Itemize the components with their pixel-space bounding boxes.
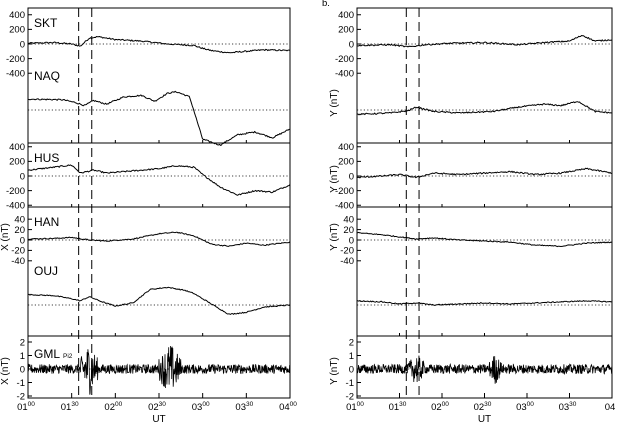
x-tick-label: $03^{30}$ [558,401,577,413]
y-axis-title: Y (nT) [329,165,340,193]
x-tick-minutes: 30 [158,401,166,408]
station-label-naq: NAQ [34,69,61,83]
station-label-gml: GML Pi2 [34,347,73,361]
x-tick-minutes: 00 [526,401,534,408]
y-tick-label: 400 [338,142,354,154]
x-tick-minutes: 30 [399,401,407,408]
y-tick-label: 200 [9,156,25,168]
y-tick-label: -200 [334,185,354,197]
y-tick-label: 0 [19,39,25,51]
panel-frame [28,8,290,398]
y-tick-label: -200 [334,53,354,65]
x-tick-minutes: 30 [569,401,577,408]
y-tick-label: 0 [348,39,354,51]
y-tick-label: 40 [14,214,25,226]
trace-skt [357,36,612,47]
y-tick-label: -200 [5,53,25,65]
y-axis-title: X (nT) [0,223,11,251]
x-tick-minutes: 00 [356,401,364,408]
y-tick-label: 20 [14,224,25,236]
y-tick-label: -20 [11,245,25,257]
y-tick-label: 0 [348,235,354,247]
y-axis-title: Y (nT) [329,89,340,117]
x-tick-label: $03^{30}$ [235,401,254,413]
station-label-ouj: OUJ [34,264,58,278]
y-tick-label: 2 [348,337,354,349]
panel-b [329,8,615,425]
x-tick-label: $01^{00}$ [346,401,364,413]
y-tick-label: 1 [19,350,25,362]
trace-han [28,232,290,246]
y-tick-label: 400 [9,142,25,154]
x-tick-label: $01^{30}$ [388,401,407,413]
trace-gml-pi2 [357,356,612,384]
x-tick-minutes: 00 [289,401,297,408]
y-tick-label: -40 [11,256,25,268]
y-tick-label: 200 [338,24,354,36]
x-tick-minutes: 00 [441,401,449,408]
y-tick-label: 0 [19,364,25,376]
trace-hus [357,168,612,178]
station-label-skt: SKT [34,16,58,30]
x-axis-title: UT [477,414,492,425]
panel-frame [357,8,612,398]
y-tick-label: -2 [16,391,25,403]
y-tick-label: -400 [334,68,354,80]
y-tick-label: -400 [5,200,25,212]
trace-han [357,232,612,246]
y-tick-label: -1 [345,377,354,389]
y-tick-label: 0 [19,171,25,183]
x-tick-minutes: 00 [115,401,123,408]
y-tick-label: -20 [340,245,354,257]
y-tick-label: 200 [9,24,25,36]
y-tick-label: 200 [338,156,354,168]
y-tick-label: 1 [348,350,354,362]
y-tick-label: -1 [16,377,25,389]
station-label-han: HAN [34,215,60,229]
y-tick-label: -400 [5,68,25,80]
x-tick-label: $01^{30}$ [60,401,79,413]
trace-skt [28,37,290,53]
x-tick-minutes: 30 [71,401,79,408]
x-tick-label: $02^{00}$ [104,401,123,413]
x-tick-label: $01^{00}$ [17,401,35,413]
x-tick-label: 04 [604,402,616,413]
x-tick-label: $02^{00}$ [431,401,449,413]
y-tick-label: -2 [345,391,354,403]
y-tick-label: 400 [338,10,354,22]
x-tick-minutes: 00 [27,401,35,408]
x-tick-minutes: 30 [246,401,254,408]
y-tick-label: 2 [19,337,25,349]
trace-naq [357,102,612,115]
x-tick-label: $04^{00}$ [279,401,297,413]
x-tick-label: $03^{00}$ [516,401,534,413]
y-tick-label: -400 [334,200,354,212]
station-label-hus: HUS [34,151,60,165]
y-axis-title: X (nT) [0,357,11,385]
trace-hus [28,165,290,195]
y-tick-label: 0 [19,235,25,247]
x-tick-label: $02^{30}$ [473,401,492,413]
y-tick-label: 0 [348,364,354,376]
y-tick-label: 400 [9,10,25,22]
x-tick-minutes: 00 [202,401,210,408]
y-tick-label: -200 [5,185,25,197]
trace-ouj [28,287,290,314]
panel-a [0,8,297,425]
x-tick-minutes: 30 [484,401,492,408]
y-axis-title: Y (nT) [329,357,340,385]
y-tick-label: 40 [343,214,354,226]
trace-naq [28,91,290,145]
y-tick-label: -40 [340,256,354,268]
y-axis-title: Y (nT) [329,223,340,251]
x-axis-title: UT [152,414,166,425]
y-tick-label: 0 [348,171,354,183]
x-tick-label: $02^{30}$ [148,401,166,413]
y-tick-label: 20 [343,224,354,236]
panel-b-label: b. [322,0,330,9]
x-tick-label: $03^{00}$ [191,401,210,413]
pi2-annotation: Pi2 [63,353,73,360]
